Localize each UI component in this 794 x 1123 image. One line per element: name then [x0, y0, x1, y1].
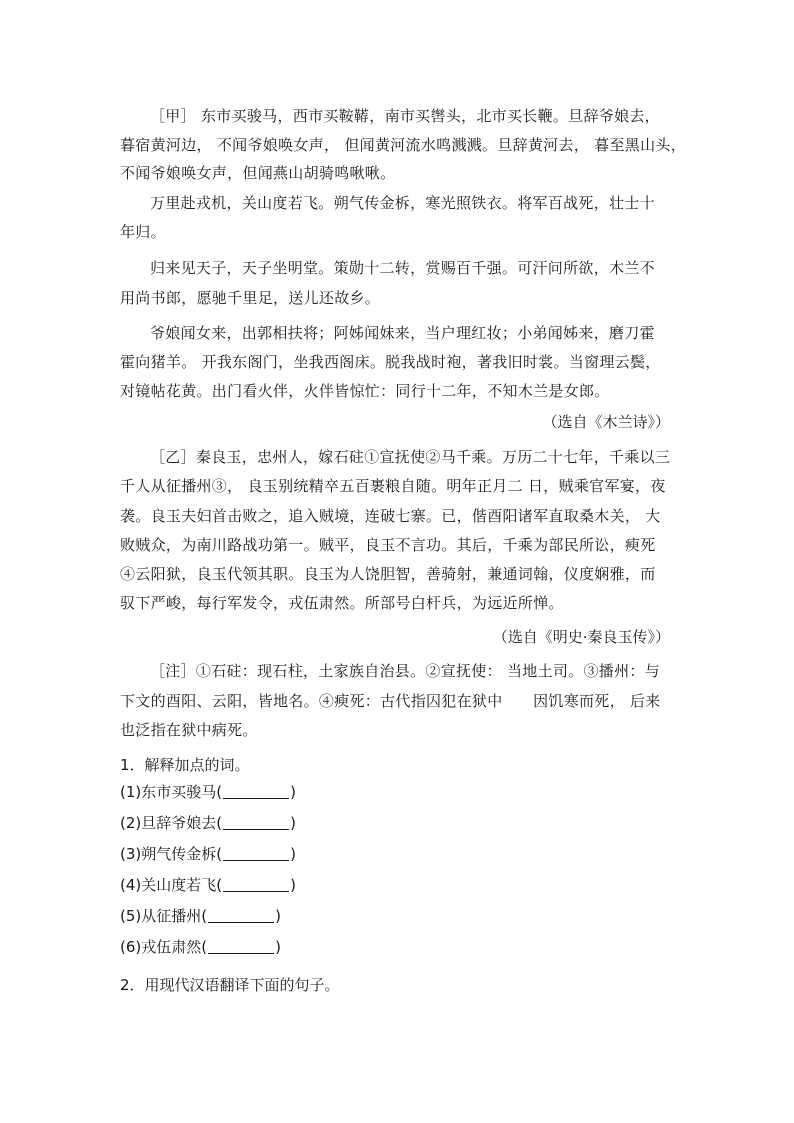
note-line: 下文的酉阳、云阳，皆地名。④瘐死：古代指囚犯在狱中 因饥寒而死， 后来	[120, 692, 661, 710]
item-close: )	[290, 845, 296, 863]
item-close: )	[275, 907, 281, 925]
passage-line: 袭。良玉夫妇首击败之，追入贼境，连破七寨。已，偕酉阳诸军直取桑木关， 大	[120, 507, 661, 525]
passage-line: 年归。	[120, 223, 166, 241]
item-close: )	[275, 938, 281, 956]
item-text: (1)东市买骏马(	[120, 783, 223, 801]
passage-line: 对镜帖花黄。出门看火伴，火伴皆惊忙：同行十二年，不知木兰是女郎。	[120, 382, 610, 400]
item-text: (6)戎伍肃然(	[120, 938, 208, 956]
passage-line: 用尚书郎，愿驰千里足，送儿还故乡。	[120, 289, 381, 307]
question-title: 1．解释加点的词。	[120, 756, 250, 774]
question-title: 2．用现代汉语翻译下面的句子。	[120, 976, 340, 994]
note-line: ［注］①石砫：现石柱，土家族自治县。②宣抚使： 当地土司。③播州：与	[150, 662, 660, 680]
question-item	[120, 782, 296, 802]
answer-blank[interactable]	[208, 939, 274, 954]
passage-line: 万里赴戎机，关山度若飞。朔气传金柝，寒光照铁衣。将军百战死，壮士十	[150, 194, 655, 212]
item-close: )	[290, 814, 296, 832]
passage-line: 千人从征播州③， 良玉别统精卒五百裹粮自随。明年正月二 日，贼乘官军宴，夜	[120, 477, 666, 495]
item-close: )	[290, 876, 296, 894]
passage-line: 归来见天子，天子坐明堂。策勋十二转，赏赐百千强。可汗问所欲，木兰不	[150, 259, 655, 277]
item-text: (5)从征播州(	[120, 907, 208, 925]
item-text: (4)关山度若飞(	[120, 876, 223, 894]
answer-blank[interactable]	[208, 908, 274, 923]
passage-line: 爷娘闻女来，出郭相扶将；阿姊闻妹来，当户理红妆；小弟闻姊来，磨刀霍	[150, 324, 655, 342]
passage-line: ［乙］秦良玉，忠州人，嫁石砫①宣抚使②马千乘。万历二十七年，千乘以三	[150, 448, 671, 466]
note-line: 也泛指在狱中病死。	[120, 721, 258, 739]
answer-blank[interactable]	[223, 784, 289, 799]
question-item	[120, 937, 281, 957]
question-item	[120, 844, 296, 864]
answer-blank[interactable]	[223, 815, 289, 830]
answer-blank[interactable]	[223, 846, 289, 861]
item-text: (3)朔气传金柝(	[120, 845, 223, 863]
source-citation: （选自《明史·秦良玉传》）	[492, 628, 670, 646]
item-close: )	[290, 783, 296, 801]
passage-line: ［甲］ 东市买骏马，西市买鞍鞯，南市买辔头，北市买长鞭。旦辞爷娘去，	[150, 107, 660, 125]
source-citation: （选自《木兰诗》）	[542, 413, 670, 431]
answer-blank[interactable]	[223, 877, 289, 892]
item-text: (2)旦辞爷娘去(	[120, 814, 223, 832]
passage-line: 暮宿黄河边， 不闻爷娘唤女声， 但闻黄河流水鸣溅溅。旦辞黄河去， 暮至黑山头，	[120, 136, 687, 154]
question-item	[120, 813, 296, 833]
passage-line: 不闻爷娘唤女声，但闻燕山胡骑鸣啾啾。	[120, 164, 396, 182]
passage-line: 霍向猪羊。 开我东阁门，坐我西阁床。脱我战时袍，著我旧时裳。当窗理云鬓，	[120, 353, 661, 371]
passage-line: 驭下严峻，每行军发令，戎伍肃然。所部号白杆兵，为远近所惮。	[120, 594, 564, 612]
passage-line: ④云阳狱，良玉代领其职。良玉为人饶胆智，善骑射，兼通词翰，仪度娴雅，而	[120, 565, 656, 583]
question-item	[120, 906, 281, 926]
question-item	[120, 875, 296, 895]
passage-line: 败贼众，为南川路战功第一。贼平，良玉不言功。其后，千乘为部民所讼，瘐死	[120, 536, 656, 554]
